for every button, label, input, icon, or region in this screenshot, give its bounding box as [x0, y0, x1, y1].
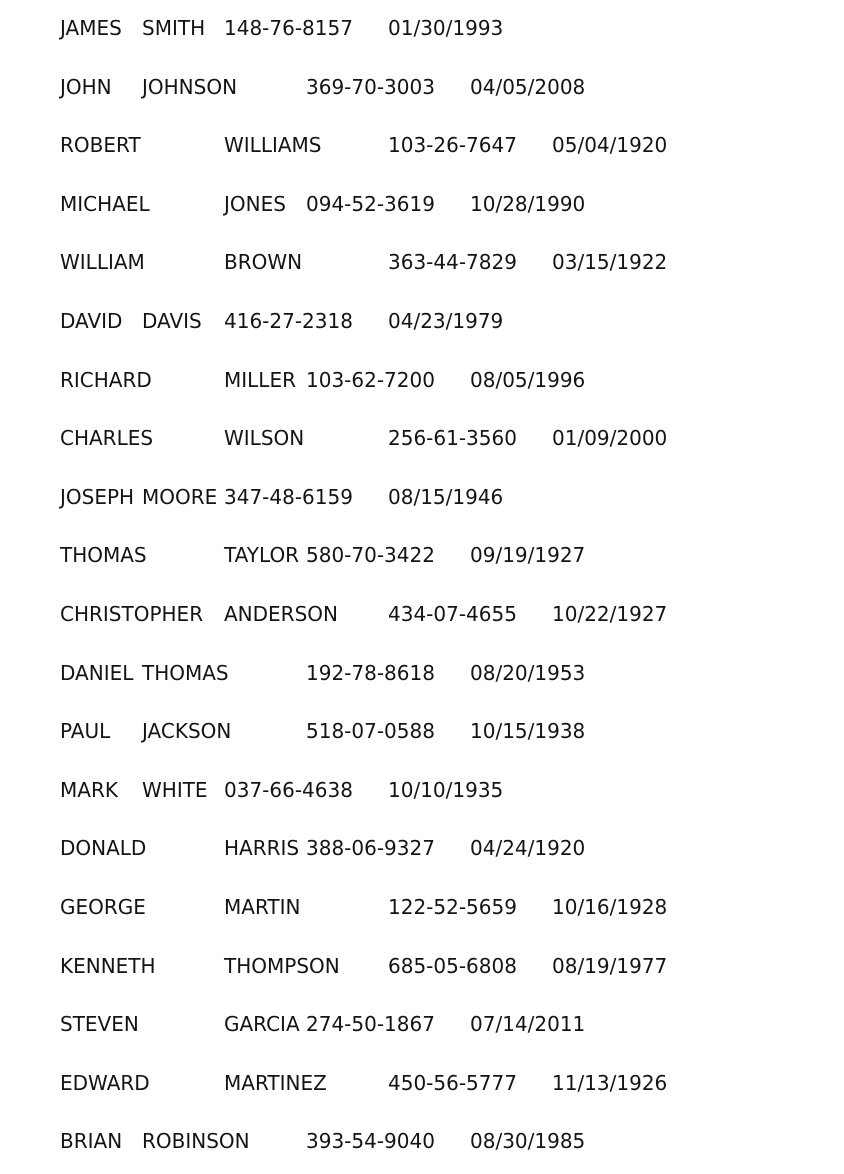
- first-name: THOMAS: [60, 543, 147, 568]
- birth-date: 08/15/1946: [388, 484, 504, 509]
- ssn: 369-70-3003: [306, 74, 435, 99]
- birth-date: 08/19/1977: [552, 953, 668, 978]
- last-name: WILLIAMS: [224, 133, 322, 158]
- first-name: EDWARD: [60, 1070, 150, 1095]
- birth-date: 10/22/1927: [552, 602, 668, 626]
- ssn: 103-26-7647: [388, 133, 517, 158]
- ssn: 450-56-5777: [388, 1070, 517, 1095]
- first-name: GEORGE: [60, 895, 146, 919]
- birth-date: 08/30/1985: [470, 1129, 586, 1154]
- ssn: 274-50-1867: [306, 1012, 435, 1037]
- birth-date: 01/30/1993: [388, 16, 504, 40]
- last-name: WILSON: [224, 426, 305, 451]
- birth-date: 10/16/1928: [552, 895, 668, 919]
- ssn: 192-78-8618: [306, 660, 435, 685]
- last-name: HARRIS: [224, 836, 300, 861]
- last-name: WHITE: [142, 777, 208, 802]
- ssn: 256-61-3560: [388, 426, 517, 451]
- last-name: MOORE: [142, 484, 218, 509]
- ssn: 393-54-9040: [306, 1129, 435, 1154]
- ssn: 103-62-7200: [306, 367, 435, 392]
- first-name: JOHN: [60, 74, 112, 99]
- first-name: RICHARD: [60, 367, 152, 392]
- ssn: 685-05-6808: [388, 953, 517, 978]
- last-name: MILLER: [224, 367, 296, 392]
- first-name: STEVEN: [60, 1012, 139, 1037]
- last-name: THOMPSON: [224, 953, 340, 978]
- ssn: 580-70-3422: [306, 543, 435, 568]
- last-name: GARCIA: [224, 1012, 300, 1037]
- last-name: DAVIS: [142, 309, 202, 333]
- birth-date: 04/23/1979: [388, 309, 504, 333]
- first-name: DAVID: [60, 309, 123, 333]
- birth-date: 05/04/1920: [552, 133, 668, 158]
- ssn: 347-48-6159: [224, 484, 353, 509]
- birth-date: 10/28/1990: [470, 191, 586, 216]
- last-name: ANDERSON: [224, 602, 338, 626]
- ssn: 416-27-2318: [224, 309, 353, 333]
- birth-date: 03/15/1922: [552, 250, 668, 275]
- first-name: DONALD: [60, 836, 147, 861]
- first-name: MICHAEL: [60, 191, 150, 216]
- first-name: DANIEL: [60, 660, 134, 685]
- last-name: JOHNSON: [142, 74, 238, 99]
- birth-date: 09/19/1927: [470, 543, 586, 568]
- ssn: 434-07-4655: [388, 602, 517, 626]
- first-name: KENNETH: [60, 953, 156, 978]
- first-name: CHARLES: [60, 426, 154, 451]
- last-name: SMITH: [142, 16, 206, 40]
- last-name: JONES: [224, 191, 286, 216]
- last-name: JACKSON: [142, 719, 232, 744]
- last-name: MARTINEZ: [224, 1070, 327, 1095]
- birth-date: 04/24/1920: [470, 836, 586, 861]
- first-name: JOSEPH: [60, 484, 135, 509]
- ssn: 037-66-4638: [224, 777, 353, 802]
- last-name: MARTIN: [224, 895, 301, 919]
- first-name: MARK: [60, 777, 118, 802]
- first-name: BRIAN: [60, 1129, 123, 1154]
- birth-date: 10/10/1935: [388, 777, 504, 802]
- last-name: TAYLOR: [224, 543, 300, 568]
- ssn: 094-52-3619: [306, 191, 435, 216]
- first-name: CHRISTOPHER: [60, 602, 204, 626]
- birth-date: 08/05/1996: [470, 367, 586, 392]
- ssn: 518-07-0588: [306, 719, 435, 744]
- last-name: THOMAS: [142, 660, 229, 685]
- first-name: WILLIAM: [60, 250, 145, 275]
- first-name: JAMES: [60, 16, 122, 40]
- ssn: 363-44-7829: [388, 250, 517, 275]
- first-name: PAUL: [60, 719, 111, 744]
- ssn: 148-76-8157: [224, 16, 353, 40]
- first-name: ROBERT: [60, 133, 141, 158]
- birth-date: 10/15/1938: [470, 719, 586, 744]
- last-name: ROBINSON: [142, 1129, 250, 1154]
- birth-date: 08/20/1953: [470, 660, 586, 685]
- birth-date: 04/05/2008: [470, 74, 586, 99]
- last-name: BROWN: [224, 250, 303, 275]
- birth-date: 07/14/2011: [470, 1012, 586, 1037]
- birth-date: 01/09/2000: [552, 426, 668, 451]
- birth-date: 11/13/1926: [552, 1070, 668, 1095]
- ssn: 388-06-9327: [306, 836, 435, 861]
- ssn: 122-52-5659: [388, 895, 517, 919]
